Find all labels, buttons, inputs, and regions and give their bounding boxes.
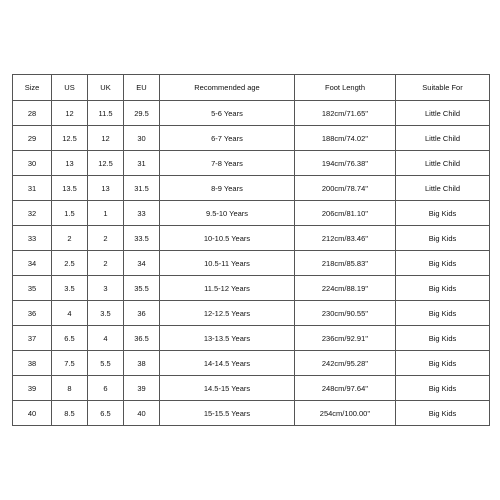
cell-foot-length: 182cm/71.65''	[295, 101, 396, 126]
cell-uk: 6.5	[88, 401, 124, 426]
header-foot-length: Foot Length	[295, 75, 396, 101]
cell-suitable-for: Big Kids	[396, 201, 490, 226]
header-row	[13, 75, 490, 101]
cell-suitable-for: Little Child	[396, 101, 490, 126]
cell-size: 33	[13, 226, 52, 251]
cell-uk: 3.5	[88, 301, 124, 326]
cell-recommended-age: 14-14.5 Years	[160, 351, 295, 376]
cell-recommended-age: 7-8 Years	[160, 151, 295, 176]
cell-foot-length: 200cm/78.74''	[295, 176, 396, 201]
table-row	[13, 151, 490, 176]
cell-foot-length: 230cm/90.55''	[295, 301, 396, 326]
cell-recommended-age: 10-10.5 Years	[160, 226, 295, 251]
cell-uk: 6	[88, 376, 124, 401]
cell-foot-length: 194cm/76.38''	[295, 151, 396, 176]
cell-size: 35	[13, 276, 52, 301]
size-chart-table	[12, 74, 490, 426]
cell-suitable-for: Little Child	[396, 176, 490, 201]
cell-suitable-for: Big Kids	[396, 376, 490, 401]
cell-us: 8	[52, 376, 88, 401]
cell-recommended-age: 10.5-11 Years	[160, 251, 295, 276]
cell-eu: 40	[124, 401, 160, 426]
table-row	[13, 101, 490, 126]
cell-eu: 36.5	[124, 326, 160, 351]
cell-recommended-age: 14.5-15 Years	[160, 376, 295, 401]
cell-us: 8.5	[52, 401, 88, 426]
table-row	[13, 176, 490, 201]
cell-foot-length: 224cm/88.19''	[295, 276, 396, 301]
cell-us: 2	[52, 226, 88, 251]
cell-foot-length: 206cm/81.10''	[295, 201, 396, 226]
table-row	[13, 226, 490, 251]
cell-suitable-for: Little Child	[396, 126, 490, 151]
table-row	[13, 276, 490, 301]
cell-uk: 4	[88, 326, 124, 351]
cell-eu: 33.5	[124, 226, 160, 251]
cell-size: 31	[13, 176, 52, 201]
cell-recommended-age: 6-7 Years	[160, 126, 295, 151]
cell-eu: 34	[124, 251, 160, 276]
cell-us: 7.5	[52, 351, 88, 376]
header-size: Size	[13, 75, 52, 101]
header-recommended-age: Recommended age	[160, 75, 295, 101]
cell-size: 39	[13, 376, 52, 401]
header-suitable-for: Suitable For	[396, 75, 490, 101]
cell-size: 28	[13, 101, 52, 126]
cell-us: 4	[52, 301, 88, 326]
cell-suitable-for: Big Kids	[396, 226, 490, 251]
cell-foot-length: 188cm/74.02''	[295, 126, 396, 151]
cell-recommended-age: 9.5-10 Years	[160, 201, 295, 226]
cell-foot-length: 248cm/97.64''	[295, 376, 396, 401]
table-row	[13, 301, 490, 326]
cell-us: 1.5	[52, 201, 88, 226]
table-row	[13, 351, 490, 376]
cell-uk: 2	[88, 226, 124, 251]
cell-foot-length: 254cm/100.00''	[295, 401, 396, 426]
header-uk: UK	[88, 75, 124, 101]
cell-uk: 12.5	[88, 151, 124, 176]
cell-uk: 2	[88, 251, 124, 276]
table-row	[13, 251, 490, 276]
cell-us: 3.5	[52, 276, 88, 301]
table-header	[13, 75, 490, 101]
cell-us: 6.5	[52, 326, 88, 351]
cell-eu: 35.5	[124, 276, 160, 301]
cell-foot-length: 236cm/92.91''	[295, 326, 396, 351]
cell-recommended-age: 15-15.5 Years	[160, 401, 295, 426]
cell-eu: 29.5	[124, 101, 160, 126]
cell-size: 38	[13, 351, 52, 376]
cell-recommended-age: 5-6 Years	[160, 101, 295, 126]
cell-recommended-age: 13-13.5 Years	[160, 326, 295, 351]
cell-foot-length: 242cm/95.28''	[295, 351, 396, 376]
cell-us: 12	[52, 101, 88, 126]
cell-uk: 12	[88, 126, 124, 151]
cell-eu: 31.5	[124, 176, 160, 201]
cell-size: 40	[13, 401, 52, 426]
cell-uk: 13	[88, 176, 124, 201]
cell-foot-length: 212cm/83.46''	[295, 226, 396, 251]
cell-suitable-for: Little Child	[396, 151, 490, 176]
cell-recommended-age: 11.5-12 Years	[160, 276, 295, 301]
cell-suitable-for: Big Kids	[396, 251, 490, 276]
cell-uk: 5.5	[88, 351, 124, 376]
cell-recommended-age: 8-9 Years	[160, 176, 295, 201]
cell-size: 29	[13, 126, 52, 151]
cell-us: 2.5	[52, 251, 88, 276]
cell-size: 34	[13, 251, 52, 276]
header-eu: EU	[124, 75, 160, 101]
cell-uk: 1	[88, 201, 124, 226]
table-row	[13, 126, 490, 151]
cell-size: 30	[13, 151, 52, 176]
cell-us: 13	[52, 151, 88, 176]
table-row	[13, 376, 490, 401]
cell-eu: 38	[124, 351, 160, 376]
table-row	[13, 326, 490, 351]
header-us: US	[52, 75, 88, 101]
cell-suitable-for: Big Kids	[396, 301, 490, 326]
cell-eu: 31	[124, 151, 160, 176]
table-body	[13, 101, 490, 426]
cell-eu: 30	[124, 126, 160, 151]
table-row	[13, 401, 490, 426]
table-row	[13, 201, 490, 226]
cell-eu: 39	[124, 376, 160, 401]
cell-size: 36	[13, 301, 52, 326]
cell-uk: 3	[88, 276, 124, 301]
cell-eu: 36	[124, 301, 160, 326]
cell-us: 13.5	[52, 176, 88, 201]
cell-suitable-for: Big Kids	[396, 351, 490, 376]
cell-suitable-for: Big Kids	[396, 276, 490, 301]
cell-suitable-for: Big Kids	[396, 401, 490, 426]
cell-recommended-age: 12-12.5 Years	[160, 301, 295, 326]
cell-size: 32	[13, 201, 52, 226]
cell-eu: 33	[124, 201, 160, 226]
cell-size: 37	[13, 326, 52, 351]
cell-foot-length: 218cm/85.83''	[295, 251, 396, 276]
cell-suitable-for: Big Kids	[396, 326, 490, 351]
cell-uk: 11.5	[88, 101, 124, 126]
cell-us: 12.5	[52, 126, 88, 151]
